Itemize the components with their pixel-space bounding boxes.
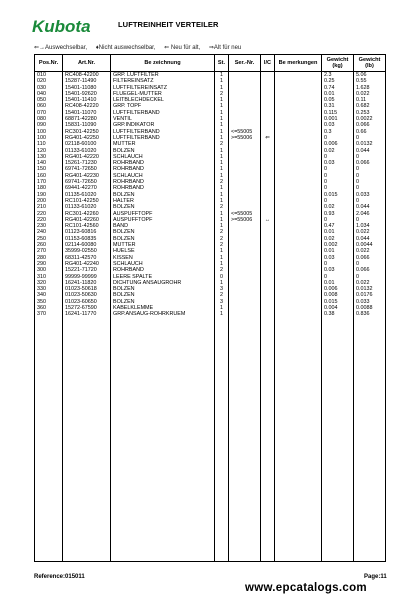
cell-weight-lb: 5.06 xyxy=(354,72,386,79)
cell-ic xyxy=(261,72,275,79)
cell-pos: 100 xyxy=(35,129,63,135)
cell-art: 69741-72650 xyxy=(63,166,111,172)
cell-qty: 2 xyxy=(215,179,229,185)
cell-desc: BOLZEN xyxy=(111,299,215,305)
cell-pos: 030 xyxy=(35,85,63,91)
cell-desc: BOLZEN xyxy=(111,236,215,242)
cell-pos: 050 xyxy=(35,97,63,103)
cell-desc: LUFTFILTERBAND xyxy=(111,135,215,141)
cell-art: RG401-42230 xyxy=(63,173,111,179)
cell-weight-kg: 0.015 xyxy=(322,299,354,305)
cell-weight-kg: 0 xyxy=(322,185,354,191)
cell-desc: LUFTFILTERBAND xyxy=(111,129,215,135)
cell-desc: LEERE SPALTE xyxy=(111,274,215,280)
cell-pos: 110 xyxy=(35,141,63,147)
cell-pos: 300 xyxy=(35,267,63,273)
cell-weight-kg: 2.3 xyxy=(322,72,354,79)
cell-weight-lb: 0 xyxy=(354,154,386,160)
cell-pos: 090 xyxy=(35,122,63,128)
col-header-weight-lb: Gewicht (lb) xyxy=(354,55,386,72)
page-header xyxy=(32,14,392,42)
cell-serial: >=55006 xyxy=(229,217,261,223)
cell-weight-lb: 0.0132 xyxy=(354,286,386,292)
cell-art: 68871-42280 xyxy=(63,116,111,122)
filler-cell xyxy=(322,318,354,562)
cell-weight-kg: 0.03 xyxy=(322,122,354,128)
cell-serial xyxy=(229,72,261,79)
cell-weight-kg: 0.01 xyxy=(322,280,354,286)
cell-art: 01153-60835 xyxy=(63,236,111,242)
cell-art: 01133-61020 xyxy=(63,204,111,210)
cell-weight-kg: 0.93 xyxy=(322,211,354,217)
cell-desc: SCHLAUCH xyxy=(111,261,215,267)
cell-desc: GRP. TOPF xyxy=(111,103,215,109)
cell-art: 15272-67590 xyxy=(63,305,111,311)
cell-pos: 220 xyxy=(35,211,63,217)
cell-qty: 2 xyxy=(215,292,229,298)
cell-desc: KISSEN xyxy=(111,255,215,261)
cell-art: 15287-11490 xyxy=(63,78,111,84)
cell-pos: 100 xyxy=(35,135,63,141)
legend-old-for-new: ⇒Alt für neu xyxy=(208,45,242,51)
cell-art: 01023-50618 xyxy=(63,286,111,292)
cell-serial: <=55005 xyxy=(229,129,261,135)
cell-weight-kg: 0.25 xyxy=(322,78,354,84)
cell-desc: FILTEREINSATZ xyxy=(111,78,215,84)
filler-cell xyxy=(63,318,111,562)
cell-qty: 2 xyxy=(215,242,229,248)
cell-weight-kg: 0 xyxy=(322,135,354,141)
filler-cell xyxy=(215,318,229,562)
cell-desc: SCHLAUCH xyxy=(111,154,215,160)
reference-number: Reference:015011 xyxy=(34,574,85,580)
cell-art: RC408-42200 xyxy=(63,72,111,79)
cell-qty: 1 xyxy=(215,129,229,135)
cell-qty: 2 xyxy=(215,91,229,97)
cell-pos: 150 xyxy=(35,166,63,172)
cell-pos: 330 xyxy=(35,286,63,292)
cell-weight-lb: 0.066 xyxy=(354,255,386,261)
cell-pos: 010 xyxy=(35,72,63,79)
cell-weight-lb: 0.022 xyxy=(354,229,386,235)
cell-qty: 1 xyxy=(215,198,229,204)
table-header-row xyxy=(35,55,386,72)
cell-pos: 340 xyxy=(35,292,63,298)
cell-weight-kg: 0.008 xyxy=(322,292,354,298)
cell-pos: 260 xyxy=(35,242,63,248)
col-header-ic: I/C xyxy=(261,55,275,72)
cell-qty: 1 xyxy=(215,122,229,128)
cell-remarks xyxy=(275,72,322,79)
cell-pos: 240 xyxy=(35,229,63,235)
filler-cell xyxy=(229,318,261,562)
cell-art: RG401-42220 xyxy=(63,154,111,160)
cell-desc: ROHRBAND xyxy=(111,179,215,185)
col-header-desc: Be zeichnung xyxy=(111,55,215,72)
cell-weight-kg: 0.002 xyxy=(322,242,354,248)
page-title: LUFTREINHEIT VERTEILER xyxy=(118,20,219,29)
cell-qty: 1 xyxy=(215,311,229,317)
cell-qty: 1 xyxy=(215,148,229,154)
cell-weight-kg: 0.02 xyxy=(322,236,354,242)
cell-pos: 290 xyxy=(35,261,63,267)
cell-weight-kg: 0.31 xyxy=(322,103,354,109)
cell-weight-lb: 0 xyxy=(354,185,386,191)
cell-qty: 3 xyxy=(215,286,229,292)
cell-art: 02114-60080 xyxy=(63,242,111,248)
filler-cell xyxy=(275,318,322,562)
cell-art: RG401-42240 xyxy=(63,261,111,267)
cell-art: RC101-42560 xyxy=(63,223,111,229)
cell-pos: 210 xyxy=(35,204,63,210)
cell-art: 01135-61020 xyxy=(63,192,111,198)
cell-art: 15401-11410 xyxy=(63,97,111,103)
cell-desc: ROHRBAND xyxy=(111,160,215,166)
cell-pos: 080 xyxy=(35,116,63,122)
cell-qty: 1 xyxy=(215,185,229,191)
cell-weight-kg: 0 xyxy=(322,261,354,267)
cell-art: RC301-42260 xyxy=(63,211,111,217)
cell-qty: 2 xyxy=(215,267,229,273)
cell-weight-kg: 0.01 xyxy=(322,91,354,97)
cell-desc: GRP. LUFTFILTER xyxy=(111,72,215,79)
cell-pos: 020 xyxy=(35,78,63,84)
cell-desc: SCHLAUCH xyxy=(111,173,215,179)
cell-art: 99999-99999 xyxy=(63,274,111,280)
cell-art: 01123-60816 xyxy=(63,229,111,235)
cell-qty: 2 xyxy=(215,204,229,210)
cell-desc: BOLZEN xyxy=(111,148,215,154)
cell-art: 15261-71230 xyxy=(63,160,111,166)
cell-art: 15401-11080 xyxy=(63,85,111,91)
cell-desc: FLUEGEL-MUTTER xyxy=(111,91,215,97)
cell-art: 01023-50630 xyxy=(63,292,111,298)
kubota-logo xyxy=(32,16,112,36)
cell-desc: LUFTFILTERBAND xyxy=(111,110,215,116)
cell-pos: 350 xyxy=(35,299,63,305)
cell-weight-lb: 0.0044 xyxy=(354,242,386,248)
cell-qty: 1 xyxy=(215,85,229,91)
cell-desc: DICHTUNG ANSAUGROHR xyxy=(111,280,215,286)
col-header-serial: Ser.-Nr. xyxy=(229,55,261,72)
cell-qty: 1 xyxy=(215,261,229,267)
cell-weight-lb: 0.0022 xyxy=(354,116,386,122)
filler-cell xyxy=(261,318,275,562)
cell-weight-lb: 0 xyxy=(354,198,386,204)
cell-qty: 1 xyxy=(215,97,229,103)
cell-art: 02118-60100 xyxy=(63,141,111,147)
cell-qty: 1 xyxy=(215,280,229,286)
cell-qty: 1 xyxy=(215,160,229,166)
cell-weight-kg: 0.01 xyxy=(322,229,354,235)
cell-weight-lb: 0 xyxy=(354,179,386,185)
filler-cell xyxy=(111,318,215,562)
cell-art: RG401-42250 xyxy=(63,135,111,141)
cell-qty: 1 xyxy=(215,192,229,198)
parts-table xyxy=(34,54,386,562)
cell-desc: KABELKLEMME xyxy=(111,305,215,311)
cell-pos: 250 xyxy=(35,236,63,242)
cell-weight-kg: 0 xyxy=(322,173,354,179)
cell-pos: 120 xyxy=(35,148,63,154)
cell-art: RC301-42250 xyxy=(63,129,111,135)
cell-weight-lb: 0.55 xyxy=(354,78,386,84)
cell-weight-kg: 0.004 xyxy=(322,305,354,311)
cell-weight-lb: 0 xyxy=(354,274,386,280)
cell-qty: 1 xyxy=(215,78,229,84)
cell-pos: 230 xyxy=(35,223,63,229)
cell-desc: HUELSE xyxy=(111,248,215,254)
cell-qty: 1 xyxy=(215,166,229,172)
cell-pos: 130 xyxy=(35,154,63,160)
cell-pos: 180 xyxy=(35,185,63,191)
cell-art: 15221-71720 xyxy=(63,267,111,273)
cell-pos: 280 xyxy=(35,255,63,261)
cell-qty: 3 xyxy=(215,299,229,305)
cell-weight-lb: 0.0088 xyxy=(354,305,386,311)
cell-qty: 0 xyxy=(215,274,229,280)
cell-weight-kg: 0.03 xyxy=(322,160,354,166)
parts-table-body xyxy=(35,72,386,562)
cell-qty: 1 xyxy=(215,135,229,141)
cell-weight-kg: 0 xyxy=(322,274,354,280)
cell-pos: 360 xyxy=(35,305,63,311)
cell-weight-lb: 0.044 xyxy=(354,236,386,242)
cell-weight-kg: 0.115 xyxy=(322,110,354,116)
cell-desc: AUSPUFFTOPF xyxy=(111,211,215,217)
cell-desc: BOLZEN xyxy=(111,229,215,235)
col-header-pos: Pos.Nr. xyxy=(35,55,63,72)
cell-weight-kg: 0 xyxy=(322,198,354,204)
cell-qty: 1 xyxy=(215,154,229,160)
table-row xyxy=(35,72,386,79)
cell-qty: 1 xyxy=(215,305,229,311)
page-number: Page:11 xyxy=(364,574,387,580)
cell-weight-lb: 1.628 xyxy=(354,85,386,91)
cell-art: 01023-60650 xyxy=(63,299,111,305)
cell-art: 01133-61020 xyxy=(63,148,111,154)
cell-pos: 040 xyxy=(35,91,63,97)
cell-weight-kg: 0.03 xyxy=(322,255,354,261)
cell-art: 15831-11090 xyxy=(63,122,111,128)
cell-weight-kg: 0 xyxy=(322,166,354,172)
legend-interchangeable: ⇐→Auswechselbar, xyxy=(34,45,88,51)
cell-pos: 190 xyxy=(35,192,63,198)
cell-ic: ↔ xyxy=(261,217,275,223)
cell-art: RG401-42260 xyxy=(63,217,111,223)
cell-pos: 160 xyxy=(35,173,63,179)
cell-desc: HALTER xyxy=(111,198,215,204)
cell-serial: >=55006 xyxy=(229,135,261,141)
cell-weight-kg: 0.02 xyxy=(322,204,354,210)
cell-pos: 060 xyxy=(35,103,63,109)
cell-desc: BOLZEN xyxy=(111,286,215,292)
cell-weight-lb: 0.033 xyxy=(354,299,386,305)
cell-qty: 1 xyxy=(215,72,229,79)
cell-pos: 140 xyxy=(35,160,63,166)
cell-weight-kg: 0.006 xyxy=(322,286,354,292)
cell-qty: 1 xyxy=(215,173,229,179)
cell-desc: MUTTER xyxy=(111,242,215,248)
cell-desc: GRP.ANSAUG-ROHRKRUEM xyxy=(111,311,215,317)
cell-pos: 320 xyxy=(35,280,63,286)
cell-weight-lb: 0.066 xyxy=(354,267,386,273)
col-header-qty: St. xyxy=(215,55,229,72)
cell-qty: 1 xyxy=(215,217,229,223)
cell-qty: 1 xyxy=(215,223,229,229)
col-header-remarks: Be merkungen xyxy=(275,55,322,72)
cell-art: RC408-42220 xyxy=(63,103,111,109)
cell-weight-kg: 0 xyxy=(322,179,354,185)
cell-weight-lb: 0 xyxy=(354,166,386,172)
cell-qty: 1 xyxy=(215,103,229,109)
cell-ic: ⇐ xyxy=(261,135,275,141)
cell-qty: 1 xyxy=(215,248,229,254)
cell-weight-kg: 0.001 xyxy=(322,116,354,122)
cell-weight-lb: 0.066 xyxy=(354,122,386,128)
cell-weight-lb: 0.0132 xyxy=(354,141,386,147)
cell-pos: 370 xyxy=(35,311,63,317)
cell-desc: LEITBLECHDECKEL xyxy=(111,97,215,103)
cell-qty: 1 xyxy=(215,211,229,217)
cell-pos: 170 xyxy=(35,179,63,185)
cell-art: 16241-11820 xyxy=(63,280,111,286)
cell-desc: BOLZEN xyxy=(111,204,215,210)
cell-weight-lb: 0.66 xyxy=(354,129,386,135)
cell-weight-lb: 0.022 xyxy=(354,280,386,286)
cell-qty: 2 xyxy=(215,236,229,242)
cell-weight-kg: 0.015 xyxy=(322,192,354,198)
cell-desc: MUTTER xyxy=(111,141,215,147)
legend-not-interchangeable: ♦Nicht auswechselbar, xyxy=(95,45,156,51)
cell-desc: ROHRBAND xyxy=(111,267,215,273)
cell-art: 16241-11770 xyxy=(63,311,111,317)
cell-weight-kg: 0.47 xyxy=(322,223,354,229)
cell-weight-kg: 0 xyxy=(322,154,354,160)
cell-weight-lb: 0.11 xyxy=(354,97,386,103)
cell-qty: 2 xyxy=(215,229,229,235)
cell-weight-lb: 0.022 xyxy=(354,91,386,97)
cell-weight-lb: 0 xyxy=(354,217,386,223)
cell-weight-lb: 0 xyxy=(354,261,386,267)
cell-weight-lb: 0.836 xyxy=(354,311,386,317)
cell-weight-kg: 0.03 xyxy=(322,267,354,273)
cell-art: 68311-42570 xyxy=(63,255,111,261)
cell-art: 15401-92620 xyxy=(63,91,111,97)
cell-weight-kg: 0.38 xyxy=(322,311,354,317)
cell-qty: 1 xyxy=(215,110,229,116)
cell-weight-kg: 0.006 xyxy=(322,141,354,147)
filler-cell xyxy=(354,318,386,562)
cell-weight-kg: 0.74 xyxy=(322,85,354,91)
cell-pos: 270 xyxy=(35,248,63,254)
legend-new-for-old: ⇐ Neu für alt, xyxy=(164,45,201,51)
watermark-url: www.epcatalogs.com xyxy=(245,582,367,594)
cell-desc: BOLZEN xyxy=(111,292,215,298)
cell-qty: 2 xyxy=(215,141,229,147)
cell-pos: 200 xyxy=(35,198,63,204)
col-header-art: Art.Nr. xyxy=(63,55,111,72)
cell-desc: BAND xyxy=(111,223,215,229)
cell-desc: GRP.INDIKATOR xyxy=(111,122,215,128)
col-header-weight-kg: Gewicht (kg) xyxy=(322,55,354,72)
filler-cell xyxy=(35,318,63,562)
interchange-legend xyxy=(34,44,248,51)
cell-weight-kg: 0.05 xyxy=(322,97,354,103)
cell-weight-lb: 0.682 xyxy=(354,103,386,109)
cell-pos: 220 xyxy=(35,217,63,223)
cell-qty: 1 xyxy=(215,116,229,122)
cell-weight-lb: 0.022 xyxy=(354,248,386,254)
cell-weight-kg: 0.02 xyxy=(322,148,354,154)
cell-weight-lb: 0.044 xyxy=(354,204,386,210)
cell-weight-kg: 0.01 xyxy=(322,248,354,254)
cell-pos: 310 xyxy=(35,274,63,280)
cell-desc: BOLZEN xyxy=(111,192,215,198)
cell-weight-kg: 0.3 xyxy=(322,129,354,135)
cell-weight-lb: 0.066 xyxy=(354,160,386,166)
cell-pos: 070 xyxy=(35,110,63,116)
cell-desc: AUSPUFFTOPF xyxy=(111,217,215,223)
cell-desc: VENTIL xyxy=(111,116,215,122)
svg-text:Kubota: Kubota xyxy=(32,17,91,36)
cell-weight-lb: 0 xyxy=(354,173,386,179)
cell-weight-lb: 0.0176 xyxy=(354,292,386,298)
cell-weight-lb: 0 xyxy=(354,135,386,141)
cell-serial: <=55005 xyxy=(229,211,261,217)
cell-qty: 1 xyxy=(215,255,229,261)
cell-art: 69441-42270 xyxy=(63,185,111,191)
cell-art: 35999-02550 xyxy=(63,248,111,254)
cell-weight-lb: 0.044 xyxy=(354,148,386,154)
cell-weight-lb: 1.034 xyxy=(354,223,386,229)
cell-art: RC101-42250 xyxy=(63,198,111,204)
cell-desc: ROHRBAND xyxy=(111,166,215,172)
cell-desc: ROHRBAND xyxy=(111,185,215,191)
cell-weight-lb: 0.253 xyxy=(354,110,386,116)
table-filler-row xyxy=(35,318,386,562)
cell-art: 15401-11070 xyxy=(63,110,111,116)
cell-art: 69741-72650 xyxy=(63,179,111,185)
cell-desc: LUFTFILTEREINSATZ xyxy=(111,85,215,91)
cell-weight-lb: 0.033 xyxy=(354,192,386,198)
cell-weight-kg: 0 xyxy=(322,217,354,223)
cell-weight-lb: 2.046 xyxy=(354,211,386,217)
